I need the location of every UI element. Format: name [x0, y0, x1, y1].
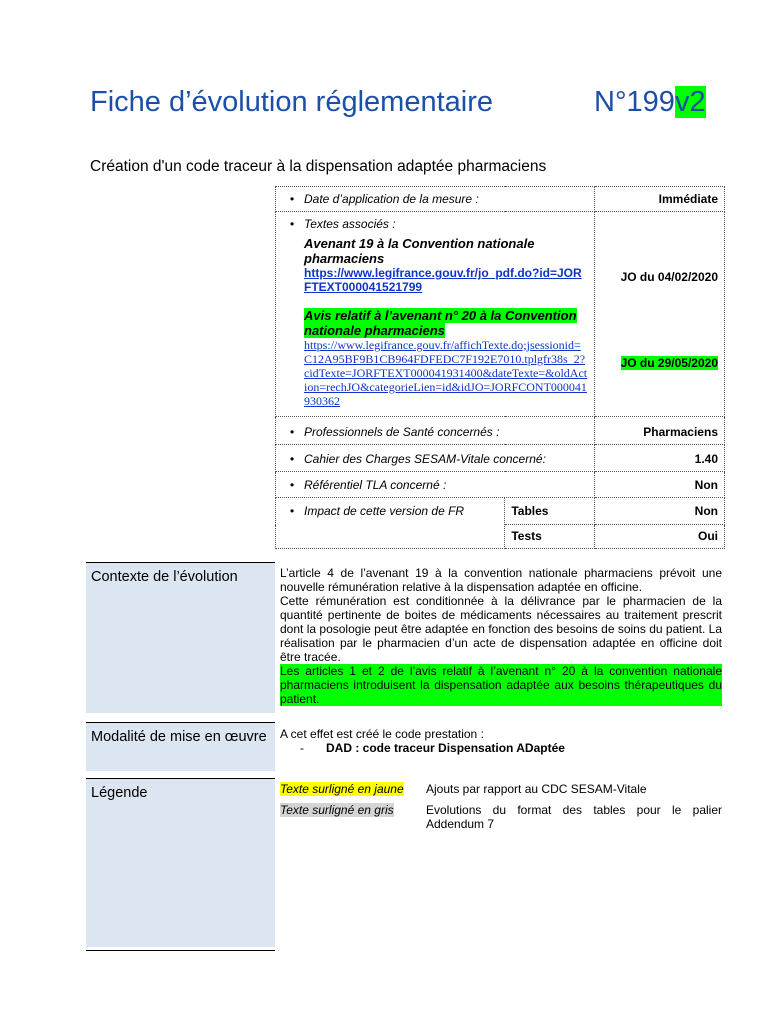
contexte-section-label [86, 563, 275, 713]
text2-title: Avis relatif à l’avenant n° 20 à la Convention nationale pharmaciens [304, 308, 577, 338]
table-row [276, 187, 725, 212]
legend-gray-sample [280, 803, 394, 817]
tla-label: Référentiel TLA concerné : [304, 478, 447, 492]
table-row [276, 212, 725, 417]
date-value: Immédiate [595, 187, 725, 212]
fiche-number-value: N°199 [594, 86, 675, 118]
table-row [276, 445, 725, 472]
bullet-icon: • [289, 478, 295, 492]
table-row [276, 417, 725, 445]
legend-gray-desc: Evolutions du format des tables pour le palier Addendum 7 [426, 803, 722, 831]
legend-yellow-desc: Ajouts par rapport au CDC SESAM-Vitale [426, 782, 647, 796]
tla-value: Non [595, 472, 725, 498]
texts-label: Textes associés : [304, 217, 396, 231]
text2-link[interactable]: https://www.legifrance.gouv.fr/affichTexte.do;jsessionid=C12A95BF9B1CB964FDFEDC7F192E7010.tplgfr38s_2?cidTexte=JORFTEXT000041931400&dateTexte=&oldAction=rechJO&categorieLien=id&idJO=JORFCONT000041930362 [304, 338, 588, 408]
version-badge: v2 [674, 86, 706, 118]
modalite-item-text: DAD : code traceur Dispensation ADaptée [326, 741, 565, 755]
modalite-intro: A cet effet est créé le code prestation : [280, 727, 484, 741]
text1-link[interactable]: https://www.legifrance.gouv.fr/jo_pdf.do?id=JORFTEXT000041521799 [304, 266, 582, 294]
tables-value: Non [595, 498, 725, 525]
page-subtitle: Création d'un code traceur à la dispensation adaptée pharmaciens [90, 158, 547, 175]
legende-section-label [86, 779, 275, 947]
bullet-icon: • [289, 504, 295, 518]
bullet-icon: • [289, 192, 295, 206]
gray-sample-text: Texte surligné en gris [280, 803, 394, 817]
divider [86, 950, 275, 951]
legend-yellow-sample [280, 782, 404, 796]
cdc-label: Cahier des Charges SESAM-Vitale concerné: [304, 452, 546, 466]
text1-title: Avenant 19 à la Convention nationale pharmaciens [304, 236, 535, 266]
pro-value: Pharmaciens [595, 417, 725, 445]
text1-jo: JO du 04/02/2020 [620, 270, 718, 284]
modalite-item [280, 741, 722, 755]
cdc-value: 1.40 [595, 445, 725, 472]
text2-jo [615, 356, 724, 370]
bullet-icon: • [289, 452, 295, 466]
tests-value: Oui [595, 525, 725, 549]
modalite-label: Modalité de mise en œuvre [91, 729, 267, 745]
table-row [276, 472, 725, 498]
date-label: Date d’application de la mesure : [304, 192, 479, 206]
page-title [90, 86, 730, 130]
bullet-icon: • [289, 217, 295, 231]
modalite-content [280, 727, 722, 755]
text2-jo-value: JO du 29/05/2020 [620, 356, 718, 370]
contexte-content [280, 566, 722, 706]
contexte-paragraph-1: L’article 4 de l’avenant 19 à la convention nationale pharmaciens prévoit une nouvelle rémunération relative à la dispensation adaptée en officine. [280, 566, 722, 594]
pro-label: Professionnels de Santé concernés : [304, 425, 500, 439]
impact-label: Impact de cette version de FR [304, 504, 465, 518]
title-text: Fiche d’évolution réglementaire [90, 86, 493, 118]
info-table [275, 186, 725, 549]
fiche-number [594, 86, 706, 119]
bullet-icon: • [289, 425, 295, 439]
dash-icon: - [300, 741, 304, 755]
yellow-sample-text: Texte surligné en jaune [280, 782, 404, 796]
contexte-label: Contexte de l’évolution [91, 569, 238, 585]
contexte-paragraph-3: Les articles 1 et 2 de l’avis relatif à l’avenant n° 20 à la convention nationale pharmaciens introduisent la dispensation adaptée aux besoins thérapeutiques du patient. [280, 664, 722, 706]
tests-label: Tests [505, 525, 595, 549]
legende-label: Légende [91, 785, 148, 801]
contexte-paragraph-2: Cette rémunération est conditionnée à la délivrance par le pharmacien de la quantité pertinente de boites de médicaments nécessaires au traitement prescrit dont la posologie peut être adaptée en fonction des besoins de soins du patient. La réalisation par le pharmacien d’un acte de dispensation adaptée en officine doit être tracée. [280, 594, 722, 664]
modalite-section-label [86, 723, 275, 771]
tables-label: Tables [505, 498, 595, 525]
table-row [276, 498, 725, 525]
